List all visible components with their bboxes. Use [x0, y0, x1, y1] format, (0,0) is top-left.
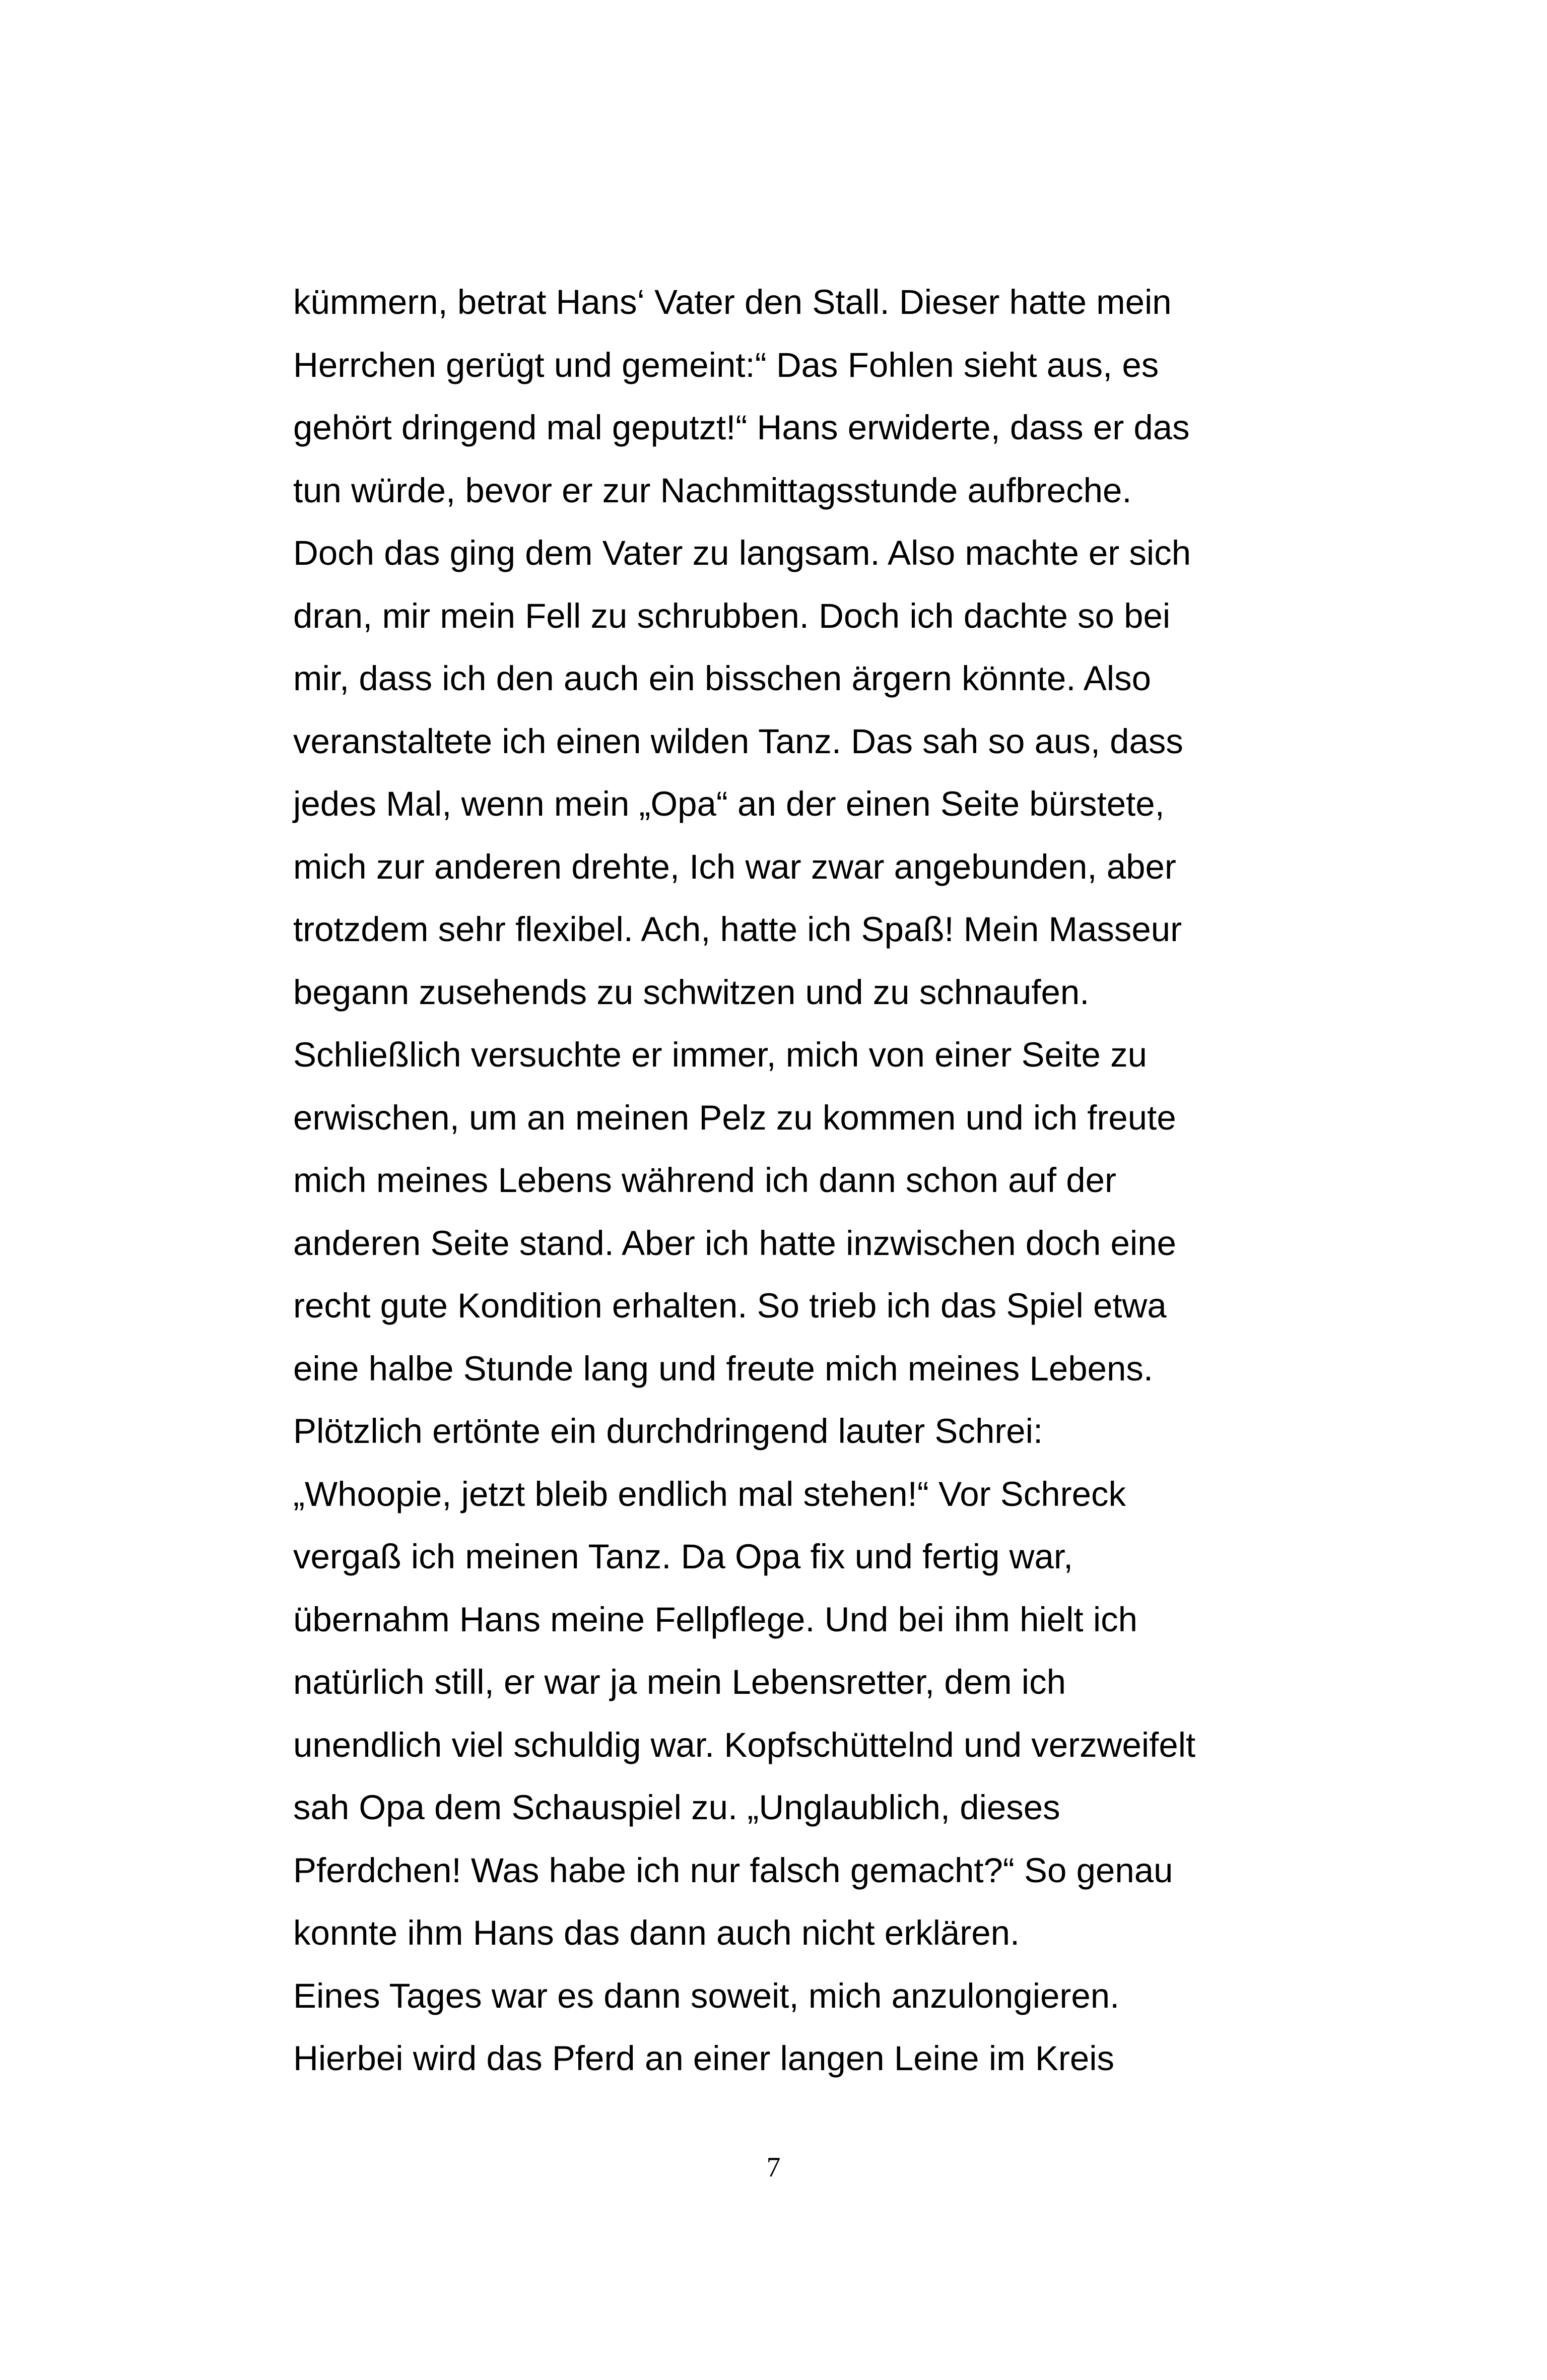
text-line: natürlich still, er war ja mein Lebensretter, dem ich: [293, 1663, 1066, 1701]
text-line: dran, mir mein Fell zu schrubben. Doch ich dachte so bei: [293, 596, 1171, 635]
page-number: 7: [766, 2152, 781, 2183]
text-line: „Whoopie, jetzt bleib endlich mal stehen!“ Vor Schreck: [293, 1474, 1126, 1513]
body-text: [293, 271, 1291, 2090]
text-line: mich meines Lebens während ich dann schon auf der: [293, 1161, 1116, 1200]
text-line: veranstaltete ich einen wilden Tanz. Das sah so aus, dass: [293, 721, 1183, 761]
text-line: eine halbe Stunde lang und freute mich meines Lebens.: [293, 1349, 1154, 1388]
text-line: begann zusehends zu schwitzen und zu schnaufen.: [293, 972, 1090, 1012]
text-line: vergaß ich meinen Tanz. Da Opa fix und fertig war,: [293, 1537, 1073, 1576]
text-line: mich zur anderen drehte, Ich war zwar angebunden, aber: [293, 847, 1176, 886]
text-line: gehört dringend mal geputzt!“ Hans erwiderte, dass er das: [293, 408, 1190, 447]
text-line: kümmern, betrat Hans‘ Vater den Stall. Dieser hatte mein: [293, 283, 1172, 321]
text-line: recht gute Kondition erhalten. So trieb ich das Spiel etwa: [293, 1286, 1167, 1325]
text-line: konnte ihm Hans das dann auch nicht erklären.: [293, 1913, 1020, 1952]
text-line: übernahm Hans meine Fellpflege. Und bei ihm hielt ich: [293, 1600, 1138, 1639]
text-line: Doch das ging dem Vater zu langsam. Also machte er sich: [293, 534, 1191, 572]
text-line: trotzdem sehr flexibel. Ach, hatte ich Spaß! Mein Masseur: [293, 910, 1182, 949]
text-line: Hierbei wird das Pferd an einer langen Leine im Kreis: [293, 2039, 1115, 2078]
text-line: Eines Tages war es dann soweit, mich anzulongieren.: [293, 1976, 1120, 2015]
text-line: Plötzlich ertönte ein durchdringend lauter Schrei:: [293, 1412, 1043, 1450]
text-line: jedes Mal, wenn mein „Opa“ an der einen Seite bürstete,: [293, 784, 1165, 823]
text-line: Schließlich versuchte er immer, mich von einer Seite zu: [293, 1035, 1147, 1074]
text-line: Pferdchen! Was habe ich nur falsch gemacht?“ So genau: [293, 1850, 1173, 1890]
text-line: mir, dass ich den auch ein bisschen ärgern könnte. Also: [293, 659, 1151, 698]
text-line: tun würde, bevor er zur Nachmittagsstunde aufbreche.: [293, 471, 1132, 510]
text-line: sah Opa dem Schauspiel zu. „Unglaublich, dieses: [293, 1788, 1060, 1827]
text-line: erwischen, um an meinen Pelz zu kommen und ich freute: [293, 1098, 1176, 1137]
text-line: Herrchen gerügt und gemeint:“ Das Fohlen sieht aus, es: [293, 345, 1159, 384]
text-line: anderen Seite stand. Aber ich hatte inzwischen doch eine: [293, 1223, 1176, 1263]
text-line: unendlich viel schuldig war. Kopfschüttelnd und verzweifelt: [293, 1725, 1196, 1764]
